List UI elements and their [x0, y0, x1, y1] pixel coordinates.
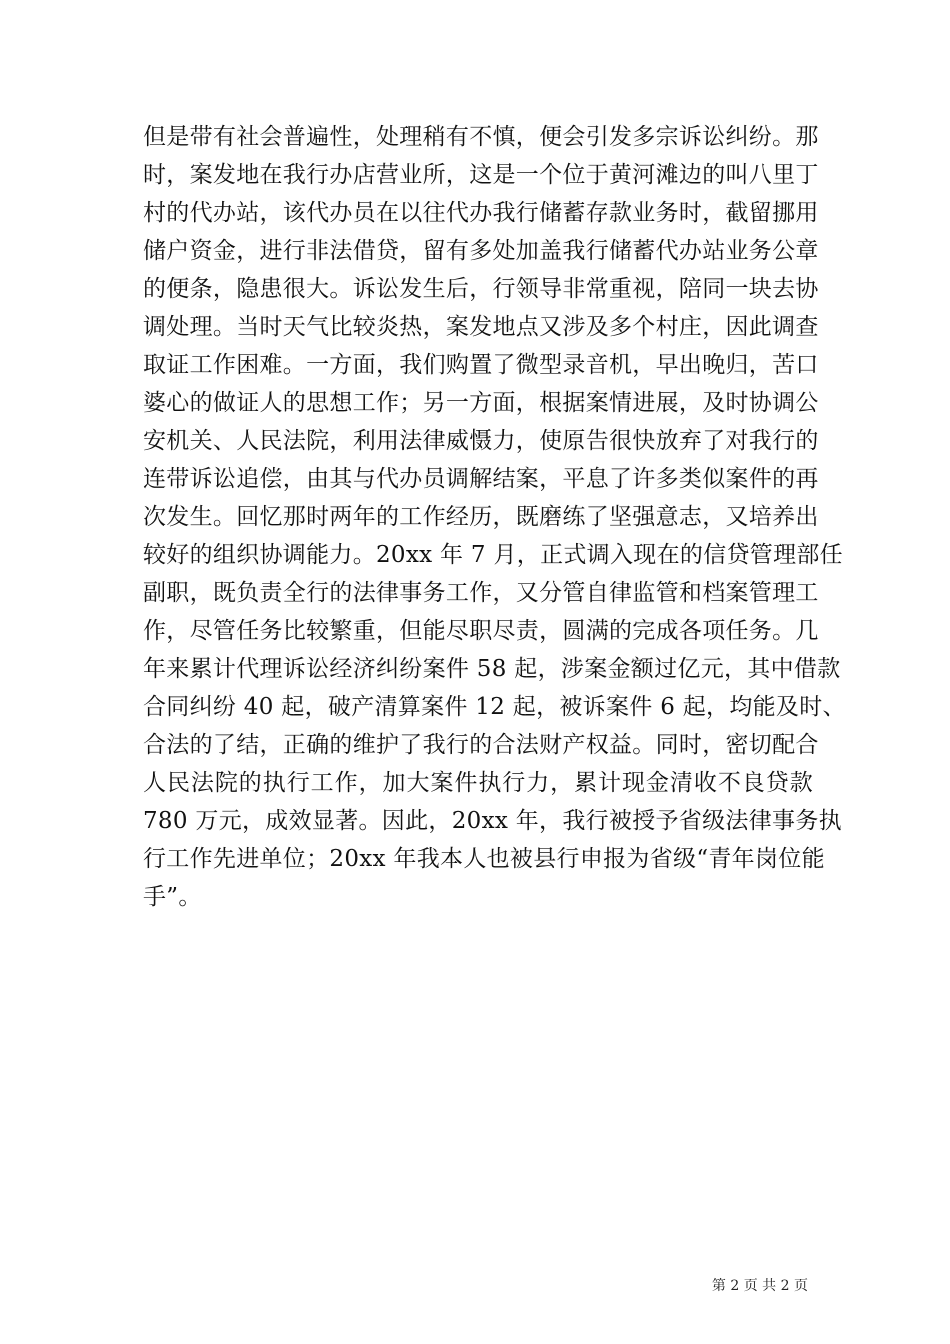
- body-paragraph: [143, 118, 846, 916]
- paragraph-line-3: 村的代办站，该代办员在以往代办我行储蓄存款业务时，截留挪用: [143, 200, 819, 226]
- paragraph-line-11: 次发生。回忆那时两年的工作经历，既磨练了坚强意志，又培养出: [143, 504, 819, 530]
- paragraph-line-4: 储户资金，进行非法借贷，留有多处加盖我行储蓄代办站业务公章: [143, 238, 819, 264]
- paragraph-line-8: 婆心的做证人的思想工作；另一方面，根据案情进展，及时协调公: [143, 390, 819, 416]
- paragraph-line-12: 较好的组织协调能力。20xx 年 7 月，正式调入现在的信贷管理部任: [143, 542, 843, 568]
- paragraph-line-19: 780 万元，成效显著。因此，20xx 年，我行被授予省级法律事务执: [143, 808, 842, 834]
- page-number-footer: 第 2 页 共 2 页: [711, 1278, 808, 1294]
- paragraph-line-13: 副职，既负责全行的法律事务工作，又分管自律监管和档案管理工: [143, 580, 819, 606]
- paragraph-line-10: 连带诉讼追偿，由其与代办员调解结案，平息了许多类似案件的再: [143, 466, 819, 492]
- paragraph-line-17: 合法的了结，正确的维护了我行的合法财产权益。同时，密切配合: [143, 732, 819, 758]
- paragraph-line-15: 年来累计代理诉讼经济纠纷案件 58 起，涉案金额过亿元，其中借款: [143, 656, 841, 682]
- paragraph-line-16: 合同纠纷 40 起，破产清算案件 12 起，被诉案件 6 起，均能及时、: [143, 694, 846, 720]
- paragraph-line-21: 手”。: [143, 884, 202, 910]
- paragraph-line-9: 安机关、人民法院，利用法律威慑力，使原告很快放弃了对我行的: [143, 428, 819, 454]
- paragraph-line-2: 时，案发地在我行办店营业所，这是一个位于黄河滩边的叫八里丁: [143, 162, 819, 188]
- paragraph-line-20: 行工作先进单位；20xx 年我本人也被县行申报为省级“青年岗位能: [143, 846, 825, 872]
- paragraph-line-5: 的便条，隐患很大。诉讼发生后，行领导非常重视，陪同一块去协: [143, 276, 819, 302]
- paragraph-line-18: 人民法院的执行工作，加大案件执行力，累计现金清收不良贷款: [143, 770, 813, 796]
- paragraph-line-7: 取证工作困难。一方面，我们购置了微型录音机，早出晚归，苦口: [143, 352, 819, 378]
- paragraph-line-14: 作，尽管任务比较繁重，但能尽职尽责，圆满的完成各项任务。几: [143, 618, 819, 644]
- paragraph-line-1: 但是带有社会普遍性，处理稍有不慎，便会引发多宗诉讼纠纷。那: [143, 124, 819, 150]
- paragraph-line-6: 调处理。当时天气比较炎热，案发地点又涉及多个村庄，因此调查: [143, 314, 819, 340]
